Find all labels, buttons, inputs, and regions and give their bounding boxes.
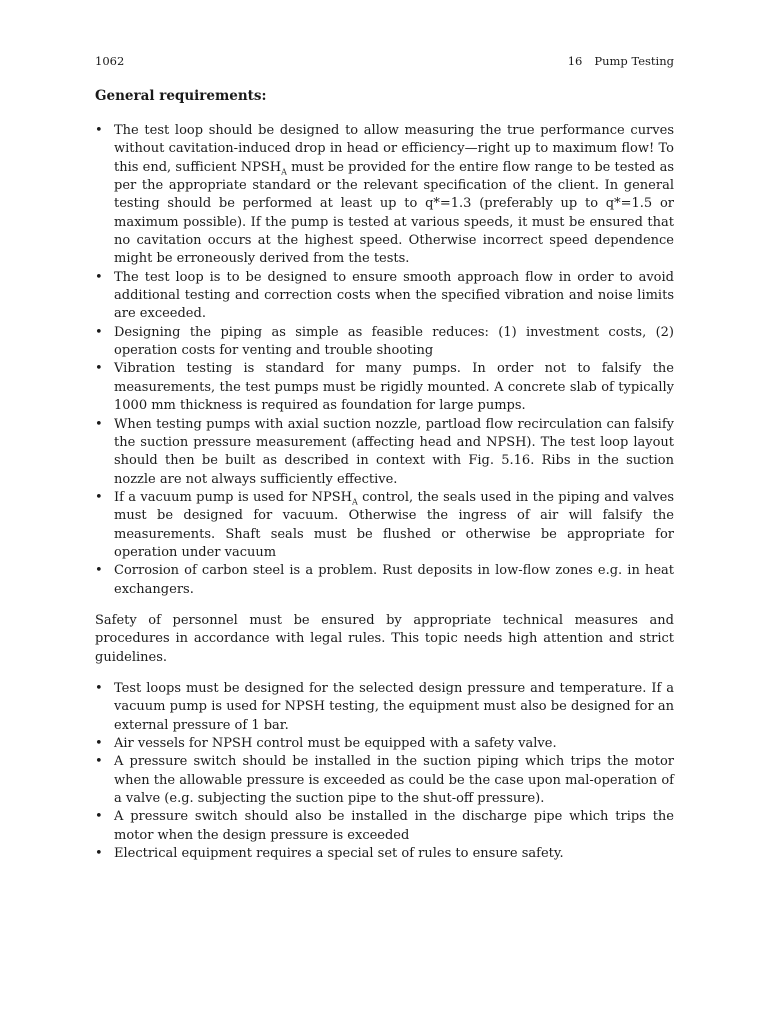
bullet-mark: • xyxy=(95,416,103,432)
subscript: A xyxy=(351,497,358,507)
list-item-text: Designing the piping as simple as feasible reduces: (1) investment costs, (2) operation costs for venting and trouble shooting xyxy=(114,324,674,359)
safety-list xyxy=(95,680,674,863)
list-item xyxy=(95,562,674,599)
list-item-text: The test loop should be designed to allow measuring the true performance curves without cavitation-induced drop in head or efficiency—right up to maximum flow! To this end, sufficient NPSH xyxy=(114,123,674,175)
bullet-mark: • xyxy=(95,361,103,377)
subscript: A xyxy=(281,167,287,177)
list-item-text: Corrosion of carbon steel is a problem. Rust deposits in low-flow zones e.g. in heat exchangers. xyxy=(114,563,674,597)
book-page xyxy=(95,52,674,863)
list-item xyxy=(95,680,674,735)
safety-paragraph: Safety of personnel must be ensured by appropriate technical measures and procedures in accordance with legal rules. This topic needs high attention and strict guidelines. xyxy=(95,612,674,665)
list-item-text: When testing pumps with axial suction nozzle, partload flow recirculation can falsify the suction pressure measurement (affecting head and NPSH). The test loop layout should then be built as described in context with Fig. 5.16. Ribs in the suction nozzle are not always sufficiently effective. xyxy=(114,416,674,487)
list-item xyxy=(95,808,674,845)
chapter-title: Pump Testing xyxy=(594,54,674,68)
bullet-mark: • xyxy=(95,846,103,862)
list-item xyxy=(95,360,674,415)
list-item xyxy=(95,845,674,863)
list-item xyxy=(95,269,674,324)
list-item-text: Air vessels for NPSH control must be equipped with a safety valve. xyxy=(114,736,557,751)
list-item xyxy=(95,324,674,361)
bullet-mark: • xyxy=(95,754,103,770)
chapter-reference xyxy=(568,52,674,70)
list-item-text: Test loops must be designed for the selected design pressure and temperature. If a vacuum pump is used for NPSH testing, the equipment must also be designed for an external pressure of 1 bar. xyxy=(114,680,674,733)
running-header xyxy=(95,52,674,70)
list-item xyxy=(95,735,674,753)
list-item-text: If a vacuum pump is used for NPSH xyxy=(114,489,352,505)
list-item-text: Electrical equipment requires a special set of rules to ensure safety. xyxy=(114,846,564,862)
bullet-mark: • xyxy=(95,123,103,138)
list-item-text: control, the seals used in the piping and valves must be designed for vacuum. Otherwise the ingress of air will falsify the measurements. Shaft seals must be flushed or otherwise be appropriate for operation under vacuum xyxy=(114,489,674,560)
list-item-text: The test loop is to be designed to ensure smooth approach flow in order to avoid additional testing and correction costs when the specified vibration and noise limits are exceeded. xyxy=(114,269,674,322)
bullet-mark: • xyxy=(95,563,103,579)
bullet-mark: • xyxy=(95,269,103,285)
list-item xyxy=(95,122,674,269)
list-item-text: A pressure switch should also be installed in the discharge pipe which trips the motor when the design pressure is exceeded xyxy=(114,809,674,843)
list-item-text: must be provided for the entire flow range to be tested as per the appropriate standard or the relevant specification of the client. In general testing should be performed at least up to q*=1.3 (preferably up to q*=1.5 or maximum possible). If the pump is tested at various speeds, it must be ensured that no cavitation occurs at the highest speed. Otherwise incorrect speed dependence might be erroneously derived from the tests. xyxy=(114,159,674,267)
section-heading: General requirements: xyxy=(95,88,267,104)
bullet-mark: • xyxy=(95,489,103,505)
bullet-mark: • xyxy=(95,324,103,340)
requirements-list xyxy=(95,122,674,599)
bullet-mark: • xyxy=(95,809,103,825)
list-item-text: A pressure switch should be installed in the suction piping which trips the motor when the allowable pressure is exceeded as could be the case upon mal-operation of a valve (e.g. subjecting the suction pipe to the shut-off pressure). xyxy=(114,754,674,807)
list-item xyxy=(95,416,674,489)
list-item xyxy=(95,753,674,808)
list-item xyxy=(95,489,674,562)
bullet-mark: • xyxy=(95,736,103,751)
bullet-mark: • xyxy=(95,680,103,696)
list-item-text: Vibration testing is standard for many pumps. In order not to falsify the measurements, the test pumps must be rigidly mounted. A concrete slab of typically 1000 mm thickness is required as foundation for large pumps. xyxy=(114,361,674,414)
chapter-number: 16 xyxy=(567,54,583,68)
page-number: 1062 xyxy=(95,54,125,68)
